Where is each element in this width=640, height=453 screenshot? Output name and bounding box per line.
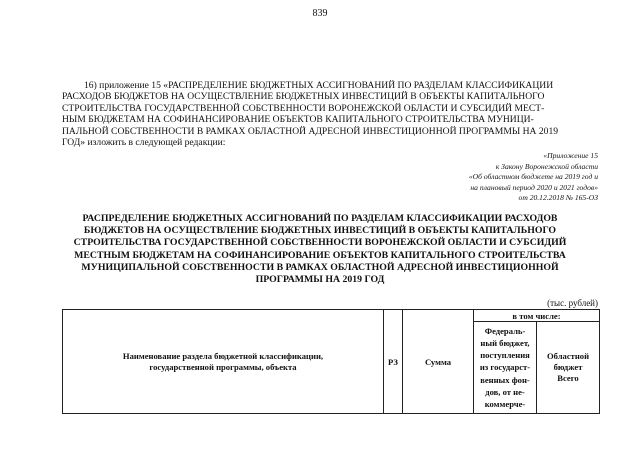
header-line: Всего [557,373,579,383]
budget-table [62,309,600,414]
appendix-line: «Об областном бюджете на 2019 год и [468,172,598,182]
column-header-sum: Сумма [403,310,474,414]
header-line: Областной [546,351,590,361]
column-header-rz: РЗ [384,310,403,414]
title-line: МУНИЦИПАЛЬНОЙ СОБСТВЕННОСТИ В РАМКАХ ОБЛАСТНОЙ АДРЕСНОЙ ИНВЕСТИЦИОННОЙ [81,261,559,273]
appendix-line: «Приложение 15 [543,151,598,160]
column-header-including: в том числе: [474,310,600,322]
title-line: ПРОГРАММЫ НА 2019 ГОД [255,274,385,286]
appendix-line: от 20.12.2018 № 165-ОЗ [518,193,598,203]
header-line: поступления [480,350,530,361]
header-line: коммерче- [484,399,526,409]
header-line: Федераль- [484,325,526,336]
header-line: бюджет [553,362,583,372]
appendix-line: на плановый период 2020 и 2021 годов» [470,182,598,192]
title-line: МЕСТНЫМ БЮДЖЕТАМ НА СОФИНАНСИРОВАНИЕ ОБЪЕКТОВ КАПИТАЛЬНОГО СТРОИТЕЛЬСТВА [74,249,566,261]
header-line: Наименование раздела бюджетной классификации, [122,350,324,361]
intro-paragraph [62,80,602,148]
units-label: (тыс. рублей) [547,298,598,308]
intro-line: РАСХОДОВ БЮДЖЕТОВ НА ОСУЩЕСТВЛЕНИЕ БЮДЖЕТНЫХ ИНВЕСТИЦИЙ В ОБЪЕКТЫ КАПИТАЛЬНОГО [62,91,545,103]
page-number: 839 [312,8,328,19]
column-header-name [63,310,384,414]
intro-line: 16) приложение 15 «РАСПРЕДЕЛЕНИЕ БЮДЖЕТНЫХ АССИГНОВАНИЙ ПО РАЗДЕЛАМ КЛАССИФИКАЦИИ [84,80,554,91]
intro-line: НЫМ БЮДЖЕТАМ НА СОФИНАНСИРОВАНИЕ ОБЪЕКТОВ КАПИТАЛЬНОГО СТРОИТЕЛЬСТВА МУНИЦИ- [62,114,534,126]
appendix-reference [368,151,598,204]
intro-line: ГОД» изложить в следующей редакции: [62,137,226,149]
header-line: венных фон- [480,374,530,385]
title-line: БЮДЖЕТОВ НА ОСУЩЕСТВЛЕНИЕ БЮДЖЕТНЫХ ИНВЕСТИЦИЙ В ОБЪЕКТЫ КАПИТАЛЬНОГО [83,225,557,237]
intro-line: СТРОИТЕЛЬСТВА ГОСУДАРСТВЕННОЙ СОБСТВЕННОСТИ ВОРОНЕЖСКОЙ ОБЛАСТИ И СУБСИДИЙ МЕСТ- [62,102,545,114]
document-title [52,213,588,286]
appendix-line: к Закону Воронежской области [495,161,598,171]
intro-line: ПАЛЬНОЙ СОБСТВЕННОСТИ В РАМКАХ ОБЛАСТНОЙ АДРЕСНОЙ ИНВЕСТИЦИОННОЙ ПРОГРАММЫ НА 2019 [62,125,559,137]
title-line: РАСПРЕДЕЛЕНИЕ БЮДЖЕТНЫХ АССИГНОВАНИЙ ПО РАЗДЕЛАМ КЛАССИФИКАЦИИ РАСХОДОВ [82,213,558,224]
header-line: из государст- [479,362,531,373]
column-header-federal [474,322,537,414]
column-header-regional [537,322,600,414]
header-line: дов, от не- [485,386,525,397]
header-line: ный бюджет, [480,337,530,348]
header-line: государственной программы, объекта [149,361,297,372]
title-line: СТРОИТЕЛЬСТВА ГОСУДАРСТВЕННОЙ СОБСТВЕННОСТИ ВОРОНЕЖСКОЙ ОБЛАСТИ И СУБСИДИЙ [73,237,567,249]
